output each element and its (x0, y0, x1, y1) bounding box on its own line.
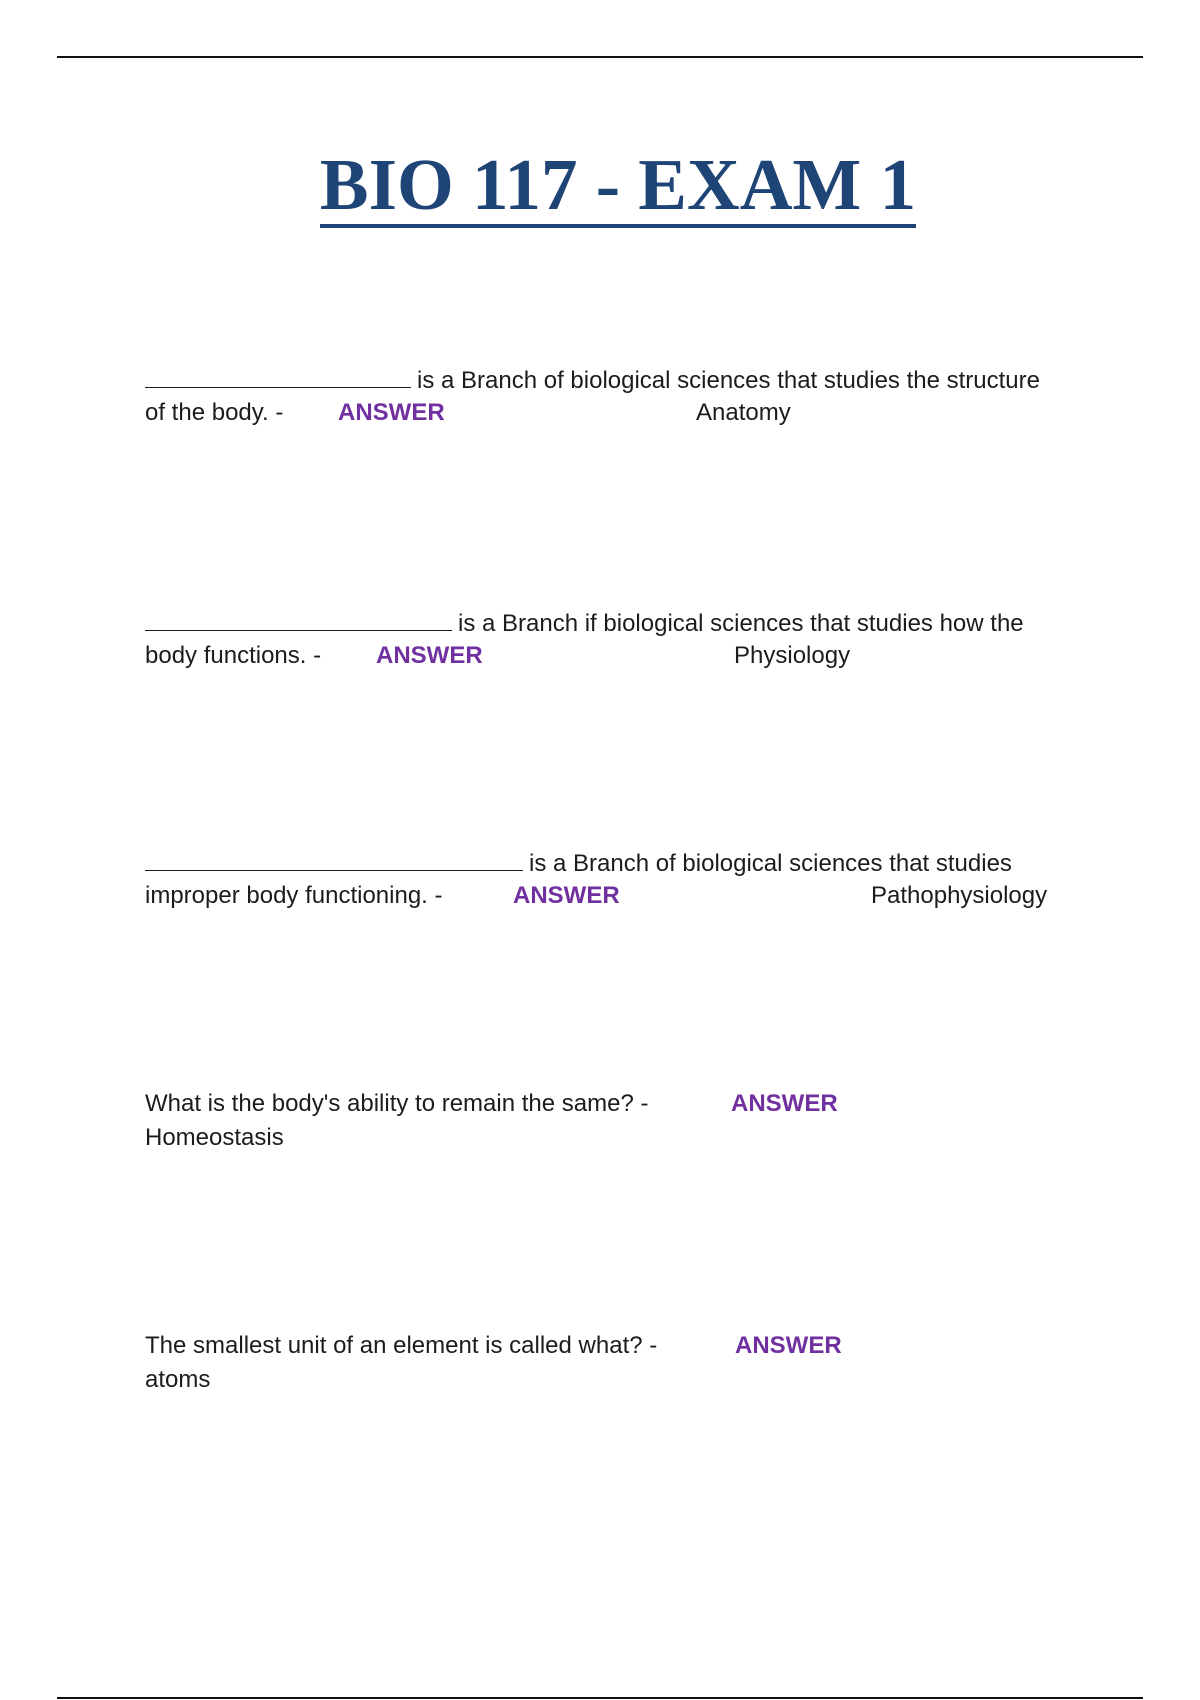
question-block-5 (145, 1329, 1105, 1397)
question-line-2 (145, 396, 1105, 430)
question-line-1 (145, 362, 1105, 396)
answer-label: ANSWER (735, 1332, 842, 1359)
question-text: is a Branch of biological sciences that studies the structure (417, 367, 1040, 394)
answer-label: ANSWER (513, 882, 620, 909)
top-rule (57, 56, 1143, 58)
question-text: The smallest unit of an element is called what? - (145, 1332, 658, 1359)
answer-label: ANSWER (731, 1090, 838, 1117)
fill-in-blank (145, 362, 411, 388)
answer-text: Physiology (734, 642, 851, 669)
answer-label: ANSWER (376, 642, 483, 669)
answer-text: Pathophysiology (871, 882, 1048, 909)
answer-text: Homeostasis (145, 1124, 284, 1151)
question-line-2 (145, 639, 1105, 673)
question-line-1 (145, 605, 1105, 639)
question-line-1 (145, 1329, 1105, 1363)
question-block-2 (145, 605, 1105, 673)
bottom-rule (57, 1697, 1143, 1699)
question-line-1 (145, 845, 1105, 879)
question-block-4 (145, 1087, 1105, 1155)
question-line-2 (145, 1363, 1105, 1397)
question-block-1 (145, 362, 1105, 430)
question-text: is a Branch of biological sciences that studies (529, 850, 1012, 877)
fill-in-blank (145, 845, 523, 871)
question-line-1 (145, 1087, 1105, 1121)
question-text-continued: improper body functioning. - (145, 882, 443, 909)
page-title (0, 140, 1200, 230)
title-text: BIO 117 - EXAM 1 (320, 146, 916, 228)
question-line-2 (145, 1121, 1105, 1155)
answer-text: atoms (145, 1366, 211, 1393)
question-text: What is the body's ability to remain the same? - (145, 1090, 649, 1117)
fill-in-blank (145, 605, 452, 631)
question-text: is a Branch if biological sciences that studies how the (458, 610, 1024, 637)
question-text-continued: body functions. - (145, 642, 322, 669)
question-block-3 (145, 845, 1105, 913)
question-text-continued: of the body. - (145, 399, 284, 426)
answer-label: ANSWER (338, 399, 445, 426)
question-line-2 (145, 879, 1105, 913)
answer-text: Anatomy (696, 399, 791, 426)
